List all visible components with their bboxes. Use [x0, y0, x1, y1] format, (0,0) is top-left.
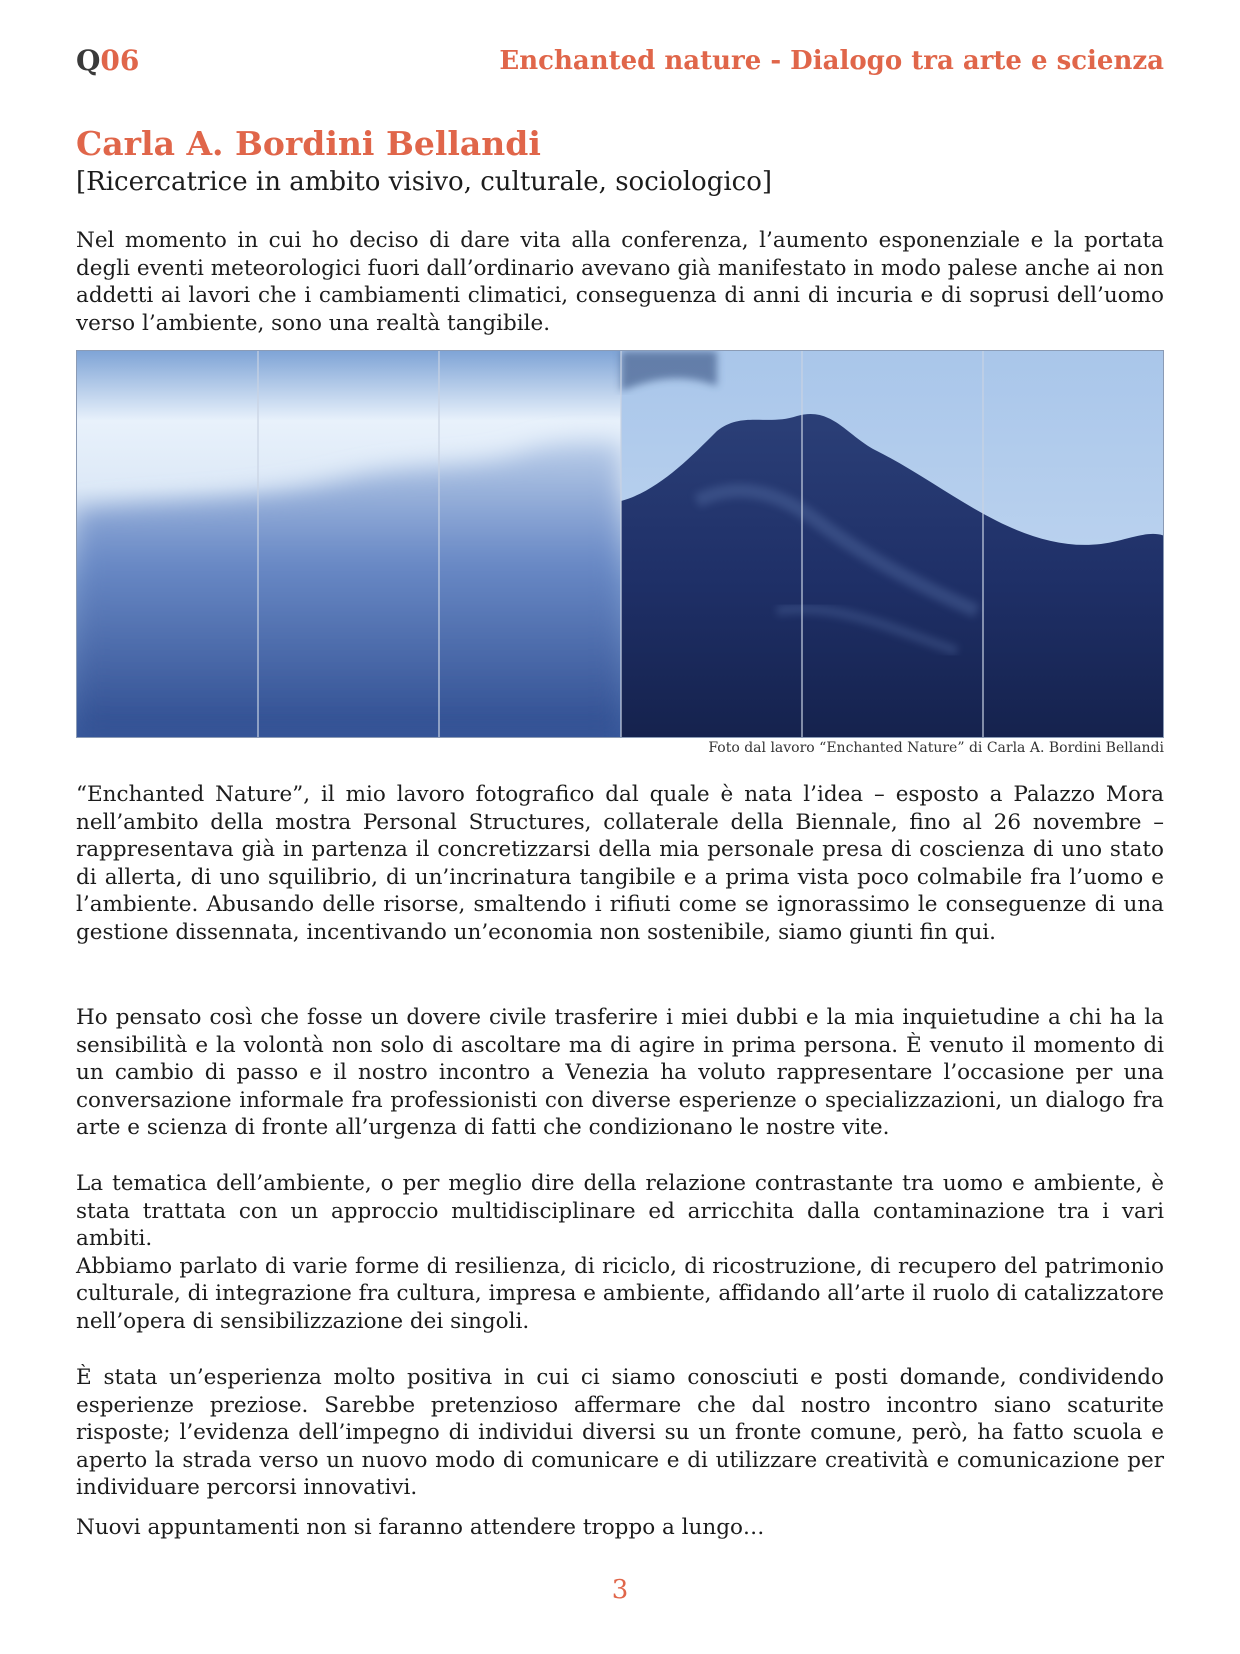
- page-number: 3: [611, 1575, 629, 1605]
- paragraph-intro: Nel momento in cui ho deciso di dare vita alla conferenza, l’aumento esponenziale e la portata degli eventi meteorologici fuori dall’ordinario avevano già manifestato in modo palese anche ai non addetti ai lavori che i cambiamenti climatici, conseguenza di anni di incuria e di soprusi dell’uomo verso l’ambiente, sono una realtà tangibile.: [76, 228, 1164, 336]
- paragraph-environment: [76, 1170, 1164, 1336]
- photo-caption: Foto dal lavoro “Enchanted Nature” di Carla A. Bordini Bellandi: [708, 740, 1164, 756]
- issue-label: [76, 44, 139, 77]
- issue-number: 06: [100, 44, 140, 77]
- author-role: [Ricercatrice in ambito visivo, culturale, sociologico]: [76, 167, 773, 197]
- issue-prefix: Q: [76, 44, 101, 77]
- paragraph-environment-line2: Abbiamo parlato di varie forme di resilienza, di riciclo, di ricostruzione, di recupero del patrimonio culturale, di integrazione fra cultura, impresa e ambiente, affidando all’arte il ruolo di catalizzatore nell’opera di sensibilizzazione dei singoli.: [76, 1253, 1164, 1334]
- paragraph-experience: È stata un’esperienza molto positiva in cui ci siamo conosciuti e posti domande, condividendo esperienze preziose. Sarebbe pretenzioso affermare che dal nostro incontro siano scaturite risposte; l’evidenza dell’impegno di individui diversi su un fronte comune, però, ha fatto scuola e aperto la strada verso un nuovo modo di comunicare e di utilizzare creatività e comunicazione per individuare percorsi innovativi.: [76, 1365, 1164, 1501]
- artwork-photo: [76, 350, 1164, 738]
- running-title: Enchanted nature - Dialogo tra arte e scienza: [499, 46, 1164, 76]
- paragraph-civil-duty: Ho pensato così che fosse un dovere civile trasferire i miei dubbi e la mia inquietudine a chi ha la sensibilità e la volontà non solo di ascoltare ma di agire in prima persona. È venuto il momento di un cambio di passo e il nostro incontro a Venezia ha voluto rappresentare l’occasione per una conversazione informale fra professionisti con diverse esperienze o specializzazioni, un dialogo fra arte e scienza di fronte all’urgenza di fatti che condizionano le nostre vite.: [76, 1005, 1164, 1141]
- paragraph-enchanted-nature: “Enchanted Nature”, il mio lavoro fotografico dal quale è nata l’idea – esposto a Palazzo Mora nell’ambito della mostra Personal Structures, collaterale della Biennale, fino al 26 novembre – rappresentava già in partenza il concretizzarsi della mia personale presa di coscienza di uno stato di allerta, di uno squilibrio, di un’incrinatura tangibile e a prima vista poco colmabile fra l’uomo e l’ambiente. Abusando delle risorse, smaltendo i rifiuti come se ignorassimo le conseguenze di una gestione dissennata, incentivando un’economia non sostenibile, siamo giunti fin qui.: [76, 782, 1164, 945]
- paragraph-closing: Nuovi appuntamenti non si faranno attendere troppo a lungo…: [76, 1515, 765, 1540]
- author-name: Carla A. Bordini Bellandi: [76, 124, 541, 163]
- page-header: [76, 44, 1164, 84]
- paragraph-environment-line1: La tematica dell’ambiente, o per meglio dire della relazione contrastante tra uomo e ambiente, è stata trattata con un approccio multidisciplinare ed arricchita dalla contaminazione tra i vari ambiti.: [76, 1171, 1164, 1252]
